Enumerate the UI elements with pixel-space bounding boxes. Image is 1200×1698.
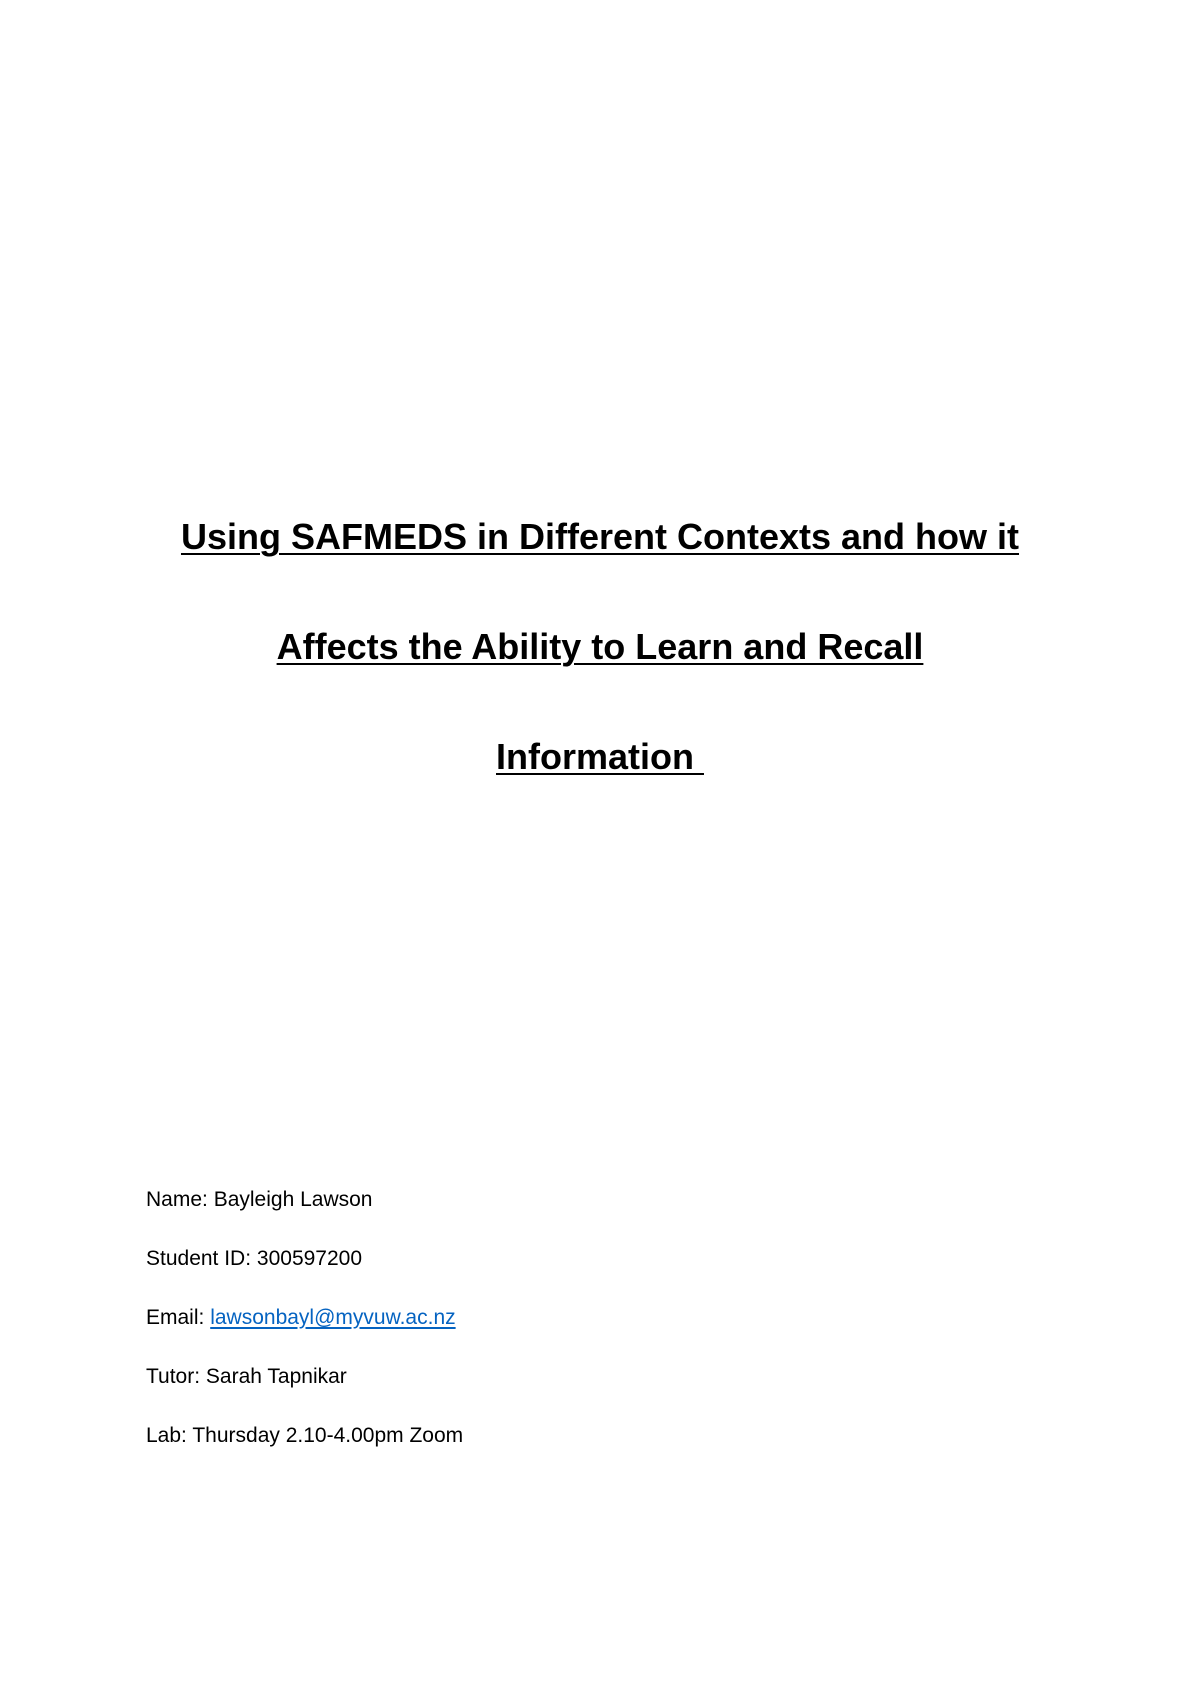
title-line-3-text: Information	[496, 736, 704, 777]
name-label: Name:	[146, 1188, 208, 1211]
student-id-label: Student ID:	[146, 1247, 252, 1270]
title-line-2	[0, 625, 1200, 669]
lab-line	[146, 1422, 1046, 1450]
name-value: Bayleigh Lawson	[213, 1188, 373, 1211]
student-id-value: 300597200	[256, 1247, 363, 1270]
name-line	[146, 1186, 1046, 1214]
lab-value: Thursday 2.10-4.00pm Zoom	[192, 1424, 464, 1447]
email-label: Email:	[146, 1306, 205, 1329]
tutor-line	[146, 1363, 1046, 1391]
document-title	[0, 515, 1200, 845]
title-line-1-text: Using SAFMEDS in Different Contexts and how it	[180, 516, 1020, 557]
email-link[interactable]: lawsonbayl@myvuw.ac.nz	[210, 1306, 456, 1329]
student-details	[146, 1186, 1046, 1481]
tutor-value: Sarah Tapnikar	[205, 1365, 347, 1388]
title-line-2-text: Affects the Ability to Learn and Recall	[276, 626, 924, 667]
title-line-1	[0, 515, 1200, 559]
student-id-line	[146, 1245, 1046, 1273]
tutor-label: Tutor:	[146, 1365, 201, 1388]
lab-label: Lab:	[146, 1424, 187, 1447]
title-line-3	[0, 735, 1200, 779]
email-line	[146, 1304, 1046, 1332]
